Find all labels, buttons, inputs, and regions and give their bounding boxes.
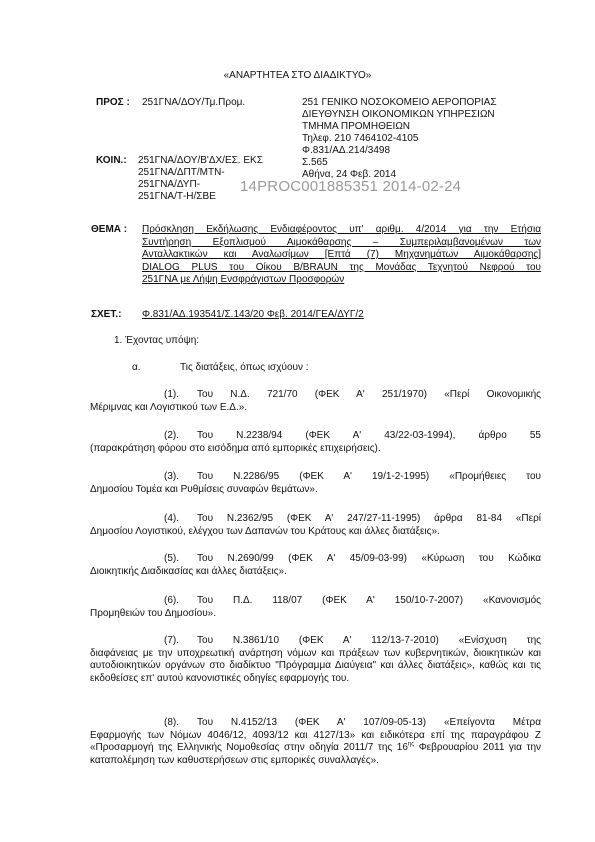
provision-number: (1). [164, 389, 179, 400]
registration-stamp: 14PROC001885351 2014-02-24 [240, 178, 462, 195]
sender-line: ΔΙΕΥΘΥΝΣΗ ΟΙΚΟΝΟΜΙΚΩΝ ΥΠΗΡΕΣΙΩΝ [302, 109, 495, 120]
sender-line: ΤΜΗΜΑ ΠΡΟΜΗΘΕΙΩΝ [302, 121, 411, 132]
provision-8 [90, 717, 541, 767]
pros-value: 251ΓΝΑ/ΔΟΥ/Τμ.Προμ. [142, 97, 246, 108]
sxet-value: Φ.831/ΑΔ.193541/Σ.143/20 Φεβ. 2014/ΓΕΑ/ΔΥΓ/2 [142, 309, 364, 320]
provision-text: Εφαρμογής των Νόμων 4046/12, 4093/12 και 4127/13» και ειδικότερα επί της παραγράφου Ζ «Προσαρμογή της Ελληνικής Νομοθεσίας στην οδηγία 2011/7 της $16^{\eta\varsigma}$ Φεβρουαρίου 2011 για την καταπολέμηση των καθυστερήσεων στις εμπορικές συναλλαγές». [90, 729, 542, 766]
thema-line: Πρόσκληση Εκδήλωσης Ενδιαφέροντος υπ' αριθμ. 4/2014 για την Ετήσια [142, 224, 541, 235]
sender-line: Σ.565 [302, 157, 328, 168]
thema-text [142, 224, 541, 287]
provision-number: (5). [164, 553, 179, 564]
koin-line: 251ΓΝΑ/Τ-Η/ΣΒΕ [138, 191, 216, 202]
publication-note: «ΑΝΑΡΤΗΤΕΑ ΣΤΟ ΔΙΑΔΙΚΤΥΟ» [223, 70, 372, 81]
provision-number: (2). [164, 430, 179, 441]
koin-line: 251ΓΝΑ/ΔΥΠ- [138, 179, 201, 190]
koin-label: ΚΟΙΝ.: [96, 155, 127, 166]
provision-text: Δημοσίου Λογιστικού, ελέγχου των Δαπανών του Κράτους και άλλες διατάξεις». [90, 525, 440, 537]
provision-text: Του Π.Δ. 118/07 (ΦΕΚ Α' 150/10-7-2007) «Κανονισμός [197, 595, 541, 606]
provision-7 [90, 635, 541, 685]
sender-block [302, 97, 552, 181]
provision-6 [90, 595, 541, 620]
sxet-label: ΣΧΕΤ.: [91, 309, 122, 320]
provision-text: Προμηθειών του Δημοσίου». [90, 607, 217, 619]
provision-number: (6). [164, 595, 179, 606]
koin-line: 251ΓΝΑ/ΔΠΤ/ΜΤΝ- [138, 167, 225, 178]
sender-line: Φ.831/ΑΔ.214/3498 [302, 145, 391, 156]
provision-text: Του Ν.2690/99 (ΦΕΚ Α' 45/09-03-99) «Κύρωση του Κώδικα [197, 553, 541, 564]
provision-text: Του Ν.2286/95 (ΦΕΚ Α' 19/1-2-1995) «Προμήθειες του [197, 471, 541, 482]
provision-text: Μέριμνας και Λογιστικού των Ε.Δ.». [90, 401, 248, 413]
thema-line: Ανταλλακτικών και Αναλωσίμων [Επτά (7) Μηχανημάτων Αιμοκάθαρσης] [142, 249, 541, 261]
provision-text: Του Ν.3861/10 (ΦΕΚ Α' 112/13-7-2010) «Ενίσχυση της [197, 635, 541, 646]
provision-text: Του Ν.2238/94 (ΦΕΚ Α' 43/22-03-1994), άρθρο 55 [197, 430, 541, 441]
pros-label: ΠΡΟΣ : [96, 97, 130, 108]
thema-line: 251ΓΝΑ με Λήψη Ενσφράγιστων Προσφορών [142, 274, 345, 286]
sender-line: Αθήνα, 24 Φεβ. 2014 [302, 169, 397, 180]
thema-line: Συντήρηση Εξοπλισμού Αιμοκάθαρσης – Συμπεριλαμβανομένων των [142, 236, 541, 248]
provision-number: (4). [164, 513, 179, 524]
provision-text: διαφάνειας με την υποχρεωτική ανάρτηση νόμων και πράξεων των κυβερνητικών, διοικητικών και αυτοδιοικητικών οργάνων στο διαδίκτυο "Πρόγραμμα Διαύγεια" και άλλες διατάξεις», καθώς και τις εκδοθείσες επ' αυτού κανονιστικές οδηγίες εφαρμογής του. [90, 647, 541, 684]
provision-4 [90, 513, 541, 538]
provision-1 [90, 389, 541, 414]
provision-number: (8). [164, 717, 179, 728]
thema-line: DIALOG PLUS του Οίκου B/BRAUN της Μονάδας Τεχνητού Νεφρού του [142, 261, 541, 273]
provision-text: Δημοσίου Τομέα και Ρυθμίσεις συναφών θεμάτων». [90, 483, 318, 495]
koin-line: 251ΓΝΑ/ΔΟΥ/Β'ΔΧ/ΕΣ. ΕΚΣ [138, 155, 263, 166]
provision-number: (7). [164, 635, 179, 646]
provision-text: (παρακράτηση φόρου στο εισόδημα από εμπορικές επιχειρήσεις). [90, 442, 381, 454]
item-a-label: α. [132, 362, 141, 373]
thema-label: ΘΕΜΑ : [91, 224, 128, 235]
provision-2 [90, 430, 541, 455]
item-a-text: Τις διατάξεις, όπως ισχύουν : [180, 362, 309, 373]
provision-5 [90, 553, 541, 578]
provision-text: Διοικητικής Διαδικασίας και άλλες διατάξεις». [90, 565, 287, 577]
provision-text: Του Ν.2362/95 (ΦΕΚ Α' 247/27-11-1995) άρθρα 81-84 «Περί [197, 513, 541, 524]
provision-3 [90, 471, 541, 496]
item-1: 1. Έχοντας υπόψη: [114, 335, 200, 346]
sender-line: Τηλεφ. 210 7464102-4105 [302, 133, 419, 144]
provision-number: (3). [164, 471, 179, 482]
provision-text: Του Ν.4152/13 (ΦΕΚ Α' 107/09-05-13) «Επείγοντα Μέτρα [197, 717, 541, 728]
sender-line: 251 ΓΕΝΙΚΟ ΝΟΣΟΚΟΜΕΙΟ ΑΕΡΟΠΟΡΙΑΣ [302, 97, 497, 108]
provision-text: Του Ν.Δ. 721/70 (ΦΕΚ Α' 251/1970) «Περί Οικονομικής [197, 389, 541, 400]
